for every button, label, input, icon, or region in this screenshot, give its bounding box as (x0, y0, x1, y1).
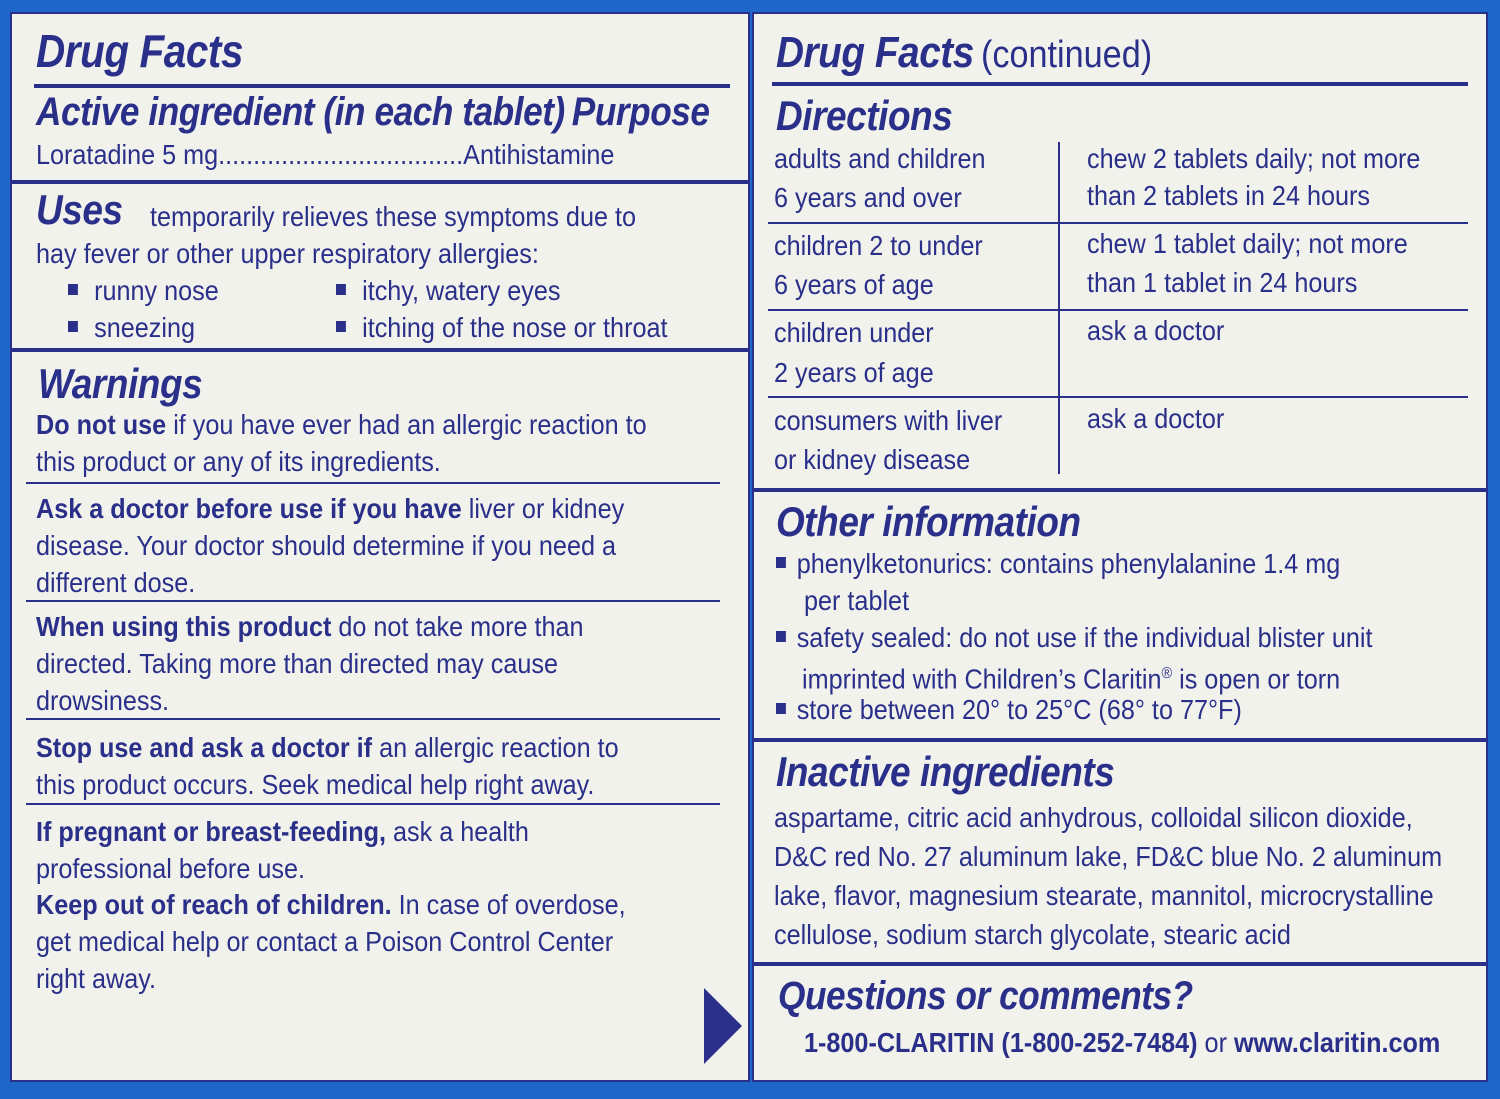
section-divider (754, 488, 1486, 492)
inactive-line-1: aspartame, citric acid anhydrous, colloidal silicon dioxide, (774, 802, 1413, 833)
bullet-icon (776, 557, 786, 568)
when-using-line-3: drowsiness. (36, 685, 170, 716)
keep-out-line-1: Keep out of reach of children. In case of overdose, (36, 889, 626, 920)
directions-who: consumers with liver (774, 405, 1003, 436)
ask-doctor-line-2: disease. Your doctor should determine if you need a (36, 530, 616, 561)
bullet-icon (776, 631, 786, 642)
purpose-heading: Purpose (572, 90, 710, 134)
directions-who: children under (774, 317, 934, 348)
directions-dose: chew 1 tablet daily; not more (1087, 228, 1408, 259)
or-text: or (1204, 1027, 1227, 1058)
keep-out-line-2: get medical help or contact a Poison Control Center (36, 926, 614, 957)
other-info-item: safety sealed: do not use if the individual blister unit (776, 619, 1372, 656)
drug-facts-title: Drug Facts (36, 25, 244, 77)
uses-intro-2: hay fever or other upper respiratory allergies: (36, 238, 539, 269)
divider (772, 82, 1468, 86)
divider (34, 84, 730, 88)
uses-heading: Uses (36, 186, 123, 233)
when-using-line-1: When using this product do not take more than (36, 611, 584, 642)
keep-out-line-3: right away. (36, 963, 156, 994)
uses-item: sneezing (68, 309, 195, 346)
active-ingredient-heading: Active ingredient (in each tablet) (36, 90, 565, 134)
directions-who: children 2 to under (774, 230, 983, 261)
directions-who: adults and children (774, 143, 986, 174)
pregnant-line-2: professional before use. (36, 853, 305, 884)
ask-doctor-line-1: Ask a doctor before use if you have liver or kidney (36, 493, 625, 524)
questions-heading: Questions or comments? (778, 974, 1193, 1018)
continued-label: (continued) (981, 34, 1153, 76)
inactive-ingredients-heading: Inactive ingredients (776, 748, 1115, 795)
table-row-divider (768, 309, 1468, 311)
uses-item: itchy, watery eyes (336, 272, 561, 309)
section-divider (754, 962, 1486, 966)
stop-use-line-1: Stop use and ask a doctor if an allergic reaction to (36, 732, 619, 763)
other-info-item: phenylketonurics: contains phenylalanine 1.4 mg (776, 545, 1340, 582)
uses-item: itching of the nose or throat (336, 309, 667, 346)
uses-item: runny nose (68, 272, 219, 309)
directions-dose: ask a doctor (1087, 315, 1225, 346)
directions-dose: ask a doctor (1087, 403, 1225, 434)
table-divider (1058, 142, 1060, 474)
warnings-heading: Warnings (38, 360, 203, 407)
bullet-icon (68, 321, 78, 332)
stop-use-line-2: this product occurs. Seek medical help right away. (36, 769, 595, 800)
drug-facts-title: Drug Facts (776, 28, 974, 77)
directions-dose: than 1 tablet in 24 hours (1087, 267, 1358, 298)
inactive-line-4: cellulose, sodium starch glycolate, stearic acid (774, 919, 1291, 950)
active-ingredient: Loratadine 5 mg (36, 139, 219, 170)
do-not-use-line-2: this product or any of its ingredients. (36, 446, 441, 477)
purpose-value: Antihistamine (463, 139, 615, 170)
divider (26, 718, 720, 720)
phone-number: 1-800-CLARITIN (1-800-252-7484) (804, 1027, 1198, 1058)
ask-doctor-line-3: different dose. (36, 567, 196, 598)
contact-line (804, 1024, 1440, 1061)
directions-dose: than 2 tablets in 24 hours (1087, 180, 1371, 211)
continue-arrow-icon (702, 986, 746, 1066)
directions-who: or kidney disease (774, 444, 971, 475)
section-divider (12, 180, 748, 184)
active-ingredient-line (36, 136, 614, 173)
other-info-item-cont: per tablet (804, 585, 910, 616)
bullet-icon (68, 284, 78, 295)
leader-dots: ................................... (218, 139, 464, 170)
directions-who: 6 years of age (774, 269, 934, 300)
when-using-line-2: directed. Taking more than directed may cause (36, 648, 559, 679)
divider (26, 600, 720, 602)
other-info-item: store between 20° to 25°C (68° to 77°F) (776, 691, 1242, 728)
directions-who: 2 years of age (774, 357, 934, 388)
other-information-heading: Other information (776, 498, 1081, 545)
directions-dose: chew 2 tablets daily; not more (1087, 143, 1421, 174)
section-divider (12, 348, 748, 352)
uses-intro-1: temporarily relieves these symptoms due to (150, 201, 636, 232)
divider (26, 803, 720, 805)
directions-who: 6 years and over (774, 182, 962, 213)
bullet-icon (336, 321, 346, 332)
section-divider (754, 738, 1486, 742)
directions-heading: Directions (776, 92, 953, 139)
divider (26, 482, 720, 484)
inactive-line-2: D&C red No. 27 aluminum lake, FD&C blue No. 2 aluminum (774, 841, 1443, 872)
bullet-icon (336, 284, 346, 295)
drug-facts-left-panel (10, 12, 750, 1082)
other-info-item-cont: imprinted with Children’s Claritin® is open or torn (802, 663, 1341, 695)
website-link[interactable]: www.claritin.com (1233, 1027, 1441, 1058)
do-not-use-line-1: Do not use if you have ever had an allergic reaction to (36, 409, 647, 440)
continued-title (776, 28, 1195, 78)
bullet-icon (776, 703, 786, 714)
drug-facts-right-panel (752, 12, 1488, 1082)
table-row-divider (768, 222, 1468, 224)
pregnant-line-1: If pregnant or breast-feeding, ask a health (36, 816, 529, 847)
inactive-line-3: lake, flavor, magnesium stearate, mannitol, microcrystalline (774, 880, 1434, 911)
table-row-divider (768, 396, 1468, 398)
